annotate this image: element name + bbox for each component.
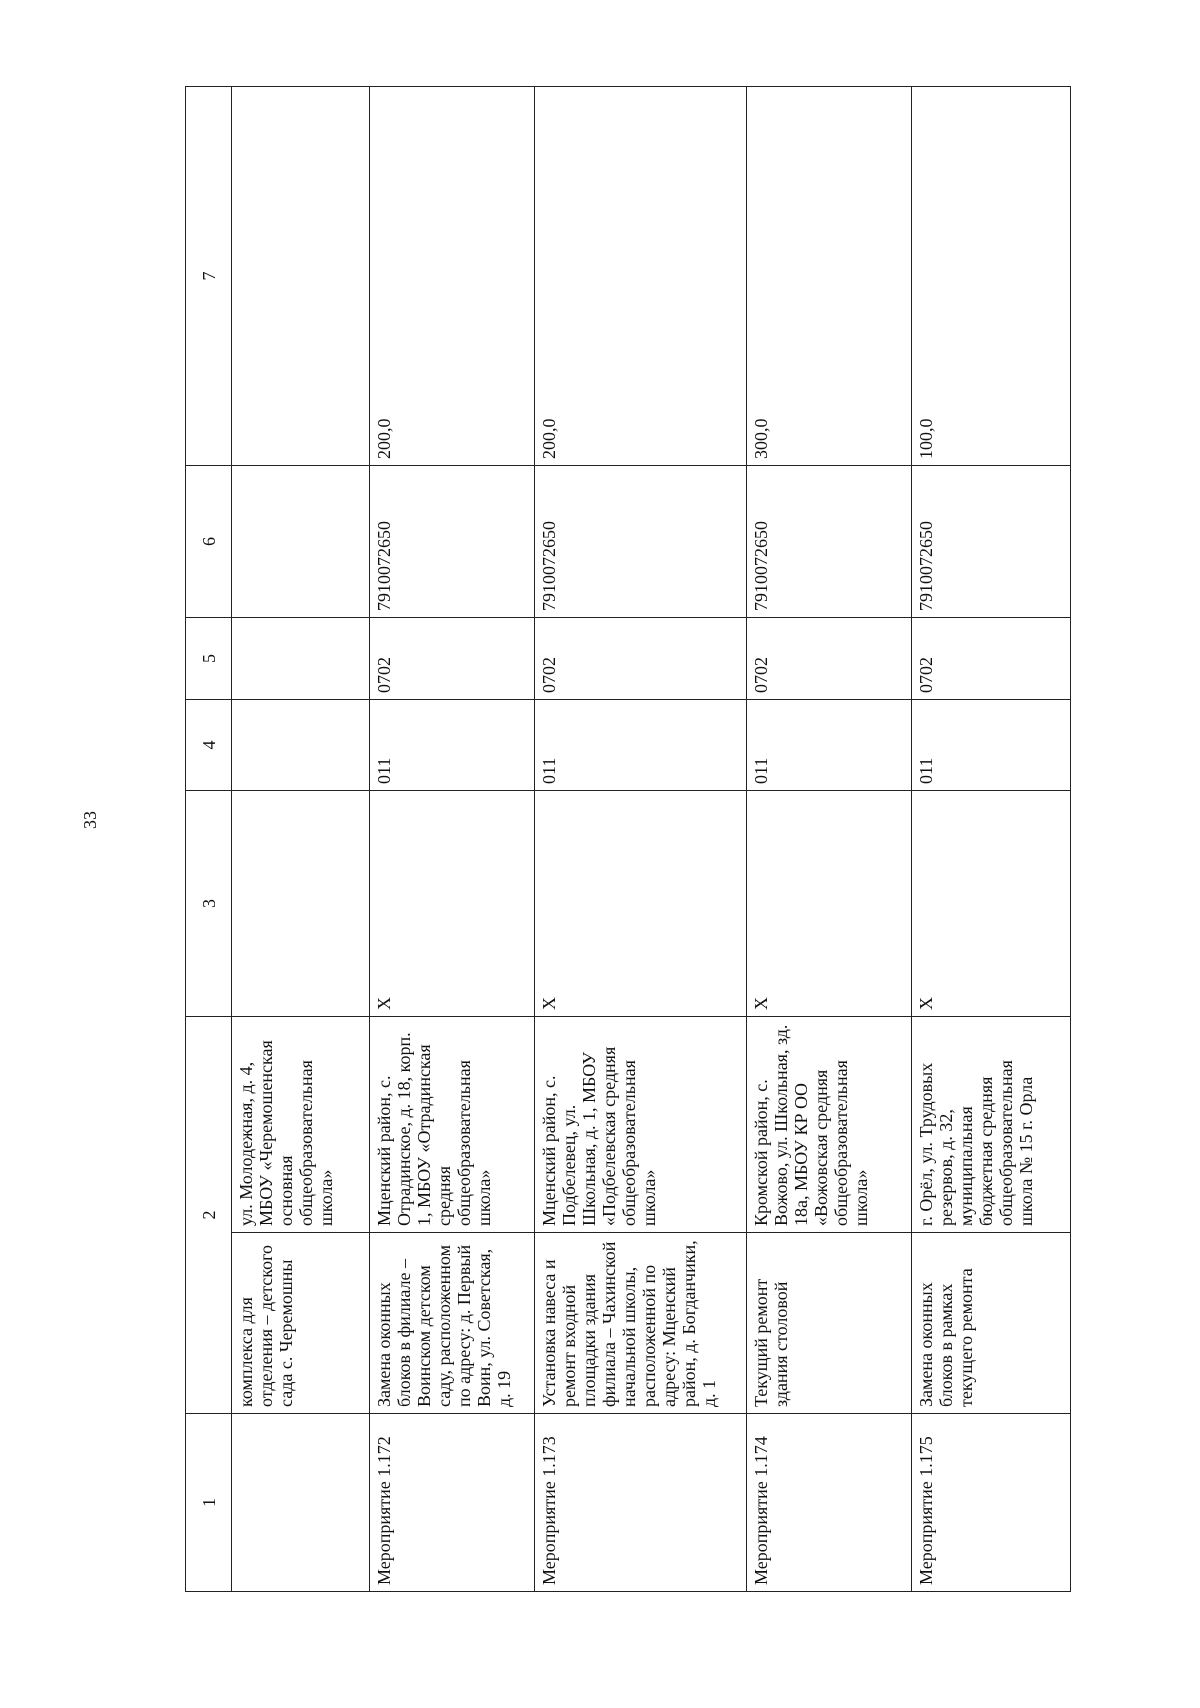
header-cell: 3 xyxy=(186,791,232,1017)
cell-address: Кромской район, с. Вожово, ул. Школьная, зд. 18а, МБОУ КР ОО «Вожовская средняя общеобразовательная школа» xyxy=(747,1017,912,1233)
cell-event xyxy=(232,1414,370,1592)
header-cell: 4 xyxy=(186,700,232,791)
header-cell: 1 xyxy=(186,1414,232,1592)
cell-event: Мероприятие 1.175 xyxy=(912,1414,1071,1592)
table-row xyxy=(912,87,1071,1592)
cell-col4 xyxy=(232,700,370,791)
cell-col5 xyxy=(232,618,370,700)
cell-event: Мероприятие 1.174 xyxy=(747,1414,912,1592)
table-wrapper xyxy=(185,87,1070,1592)
cell-col3: Х xyxy=(747,791,912,1017)
table-row xyxy=(232,87,370,1592)
cell-col3: Х xyxy=(370,791,535,1017)
cell-col4: 011 xyxy=(370,700,535,791)
table-row xyxy=(747,87,912,1592)
cell-col7: 300,0 xyxy=(747,87,912,466)
cell-address: ул. Молодежная, д. 4, МБОУ «Черемошенская основная общеобразовательная школа» xyxy=(232,1017,370,1233)
cell-col5: 0702 xyxy=(747,618,912,700)
header-cell: 6 xyxy=(186,466,232,618)
header-cell: 7 xyxy=(186,87,232,466)
table-row xyxy=(535,87,747,1592)
header-row xyxy=(186,87,232,1592)
cell-col3: Х xyxy=(535,791,747,1017)
cell-event: Мероприятие 1.173 xyxy=(535,1414,747,1592)
header-cell: 2 xyxy=(186,1017,232,1414)
cell-col3 xyxy=(232,791,370,1017)
cell-col7: 200,0 xyxy=(535,87,747,466)
cell-col5: 0702 xyxy=(370,618,535,700)
cell-col4: 011 xyxy=(747,700,912,791)
budget-table xyxy=(185,86,1071,1592)
cell-col6: 7910072650 xyxy=(747,466,912,618)
cell-description: Текущий ремонт здания столовой xyxy=(747,1233,912,1414)
cell-col7: 100,0 xyxy=(912,87,1071,466)
header-cell: 5 xyxy=(186,618,232,700)
cell-col7 xyxy=(232,87,370,466)
cell-description: Установка навеса и ремонт входной площадки здания филиала – Чахинской начальной школы, расположенной по адресу: Мценский район, д. Богданчики, д. 1 xyxy=(535,1233,747,1414)
cell-address: Мценский район, с. Подбелевец, ул. Школьная, д. 1, МБОУ «Подбелевская средняя общеобразовательная школа» xyxy=(535,1017,747,1233)
cell-description: Замена оконных блоков в рамках текущего ремонта xyxy=(912,1233,1071,1414)
cell-col5: 0702 xyxy=(535,618,747,700)
rotated-table-container xyxy=(185,87,1070,1592)
cell-col6: 7910072650 xyxy=(912,466,1071,618)
cell-col4: 011 xyxy=(912,700,1071,791)
cell-col3: Х xyxy=(912,791,1071,1017)
cell-col4: 011 xyxy=(535,700,747,791)
cell-col5: 0702 xyxy=(912,618,1071,700)
cell-col7: 200,0 xyxy=(370,87,535,466)
cell-address: Мценский район, с. Отрадинское, д. 18, корп. 1, МБОУ «Отрадинская средняя общеобразовательная школа» xyxy=(370,1017,535,1233)
cell-description: Замена оконных блоков в филиале – Воинском детском саду, расположенном по адресу: д. Первый Воин, ул. Советская, д. 19 xyxy=(370,1233,535,1414)
table-row xyxy=(370,87,535,1592)
cell-col6 xyxy=(232,466,370,618)
page-number: 33 xyxy=(80,811,100,829)
cell-col6: 7910072650 xyxy=(370,466,535,618)
cell-address: г. Орёл, ул. Трудовых резервов, д. 32, муниципальная бюджетная средняя общеобразовательная школа № 15 г. Орла xyxy=(912,1017,1071,1233)
cell-description: комплекса для отделения – детского сада с. Черемошны xyxy=(232,1233,370,1414)
cell-col6: 7910072650 xyxy=(535,466,747,618)
cell-event: Мероприятие 1.172 xyxy=(370,1414,535,1592)
